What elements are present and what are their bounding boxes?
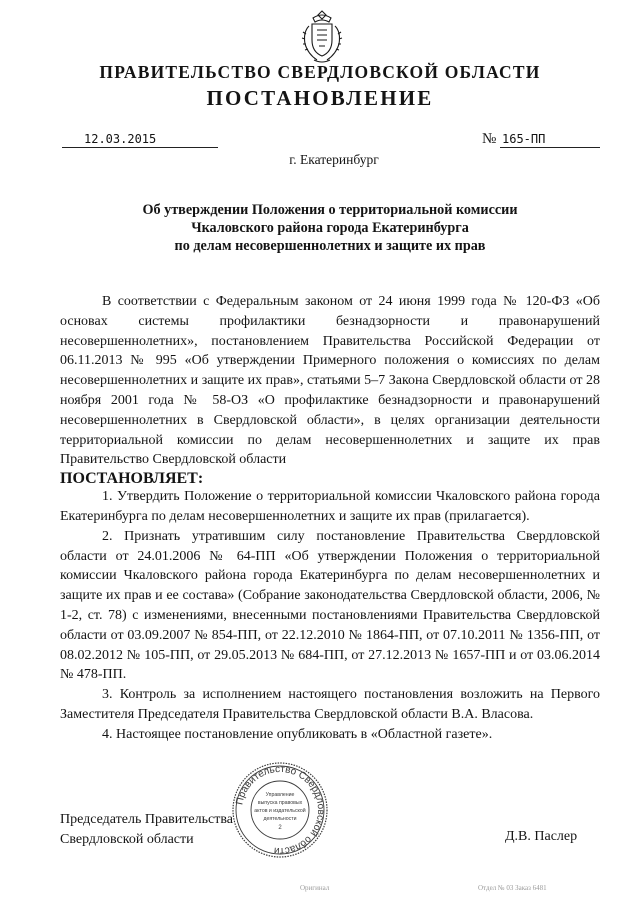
coat-of-arms-icon [295, 8, 349, 66]
signer-position-line-2: Свердловской области [60, 831, 194, 847]
preamble-paragraph: В соответствии с Федеральным законом от 24 июня 1999 года № 120-ФЗ «Об основах системы профилактики безнадзорности и правонарушений несовершеннолетних», постановлением Правительства Российской Федерации от 06.11.2013 № 995 «Об утверждении Примерного положения о комиссиях по делам несовершеннолетних и защите их прав», статьями 5–7 Закона Свердловской области от 28 ноября 2001 года № 58-ОЗ «О профилактике безнадзорности и правонарушений несовершеннолетних в Свердловской области», в целях организации деятельности территориальной комиссии по делам несовершеннолетних и защите их прав Правительство Свердловской области [60, 294, 600, 468]
stamp-line-1: Управление [265, 792, 295, 798]
signer-name: Д.В. Паслер [505, 829, 578, 844]
stamp-line-2: выпуска правовых [257, 800, 303, 806]
number-field [500, 133, 600, 148]
heading-line-1: Об утверждении Положения о территориальной комиссии [142, 202, 518, 218]
item-4-paragraph: 4. Настоящее постановление опубликовать в «Областной газете». [102, 726, 493, 742]
organization-title: ПРАВИТЕЛЬСТВО СВЕРДЛОВСКОЙ ОБЛАСТИ [99, 62, 541, 82]
number-value: 165-ПП [502, 132, 546, 146]
heading-line-3: по делам несовершеннолетних и защите их прав [174, 237, 486, 254]
signer-position-line-1: Председатель Правительства [60, 812, 233, 827]
stamp-number: 2 [278, 825, 282, 831]
stamp-outer-text: Правительство Свердловской области [234, 763, 327, 857]
heading-line-2: Чкаловского района города Екатеринбурга [191, 219, 469, 236]
stamp-line-3: актов и издательской [254, 808, 306, 814]
date-field [62, 133, 218, 148]
stamp-line-4: деятельности [263, 816, 297, 822]
footer-left: Оригинал [300, 884, 330, 892]
date-value: 12.03.2015 [84, 132, 157, 146]
footer-right: Отдел № 03 Заказ 6481 [478, 884, 547, 892]
document-heading [60, 202, 600, 255]
signer-position [60, 810, 233, 849]
item-3-paragraph: 3. Контроль за исполнением настоящего постановления возложить на Первого Заместителя Председателя Правительства Свердловской области В.А. Власова. [60, 687, 600, 722]
document-body [60, 292, 600, 745]
city: г. Екатеринбург [289, 152, 379, 167]
official-stamp [230, 760, 330, 860]
decree-word: ПОСТАНОВЛЯЕТ: [60, 470, 204, 488]
number-label: № [482, 131, 497, 147]
item-1-paragraph: 1. Утвердить Положение о территориальной комиссии Чкаловского района города Екатеринбурга по делам несовершеннолетних и защите их прав (прилагается). [60, 489, 600, 524]
item-2-paragraph: 2. Признать утратившим силу постановление Правительства Свердловской области от 24.01.2006 № 64-ПП «Об утверждении Положения о территориальной комиссии Чкаловского района города Екатеринбурга по делам несовершеннолетних и защите их прав и ее состава» (Собрание законодательства Свердловской области, 2006, № 1-2, ст. 78) с изменениями, внесенными постановлениями Правительства Свердловской области от 03.09.2007 № 854-ПП, от 22.12.2010 № 1864-ПП, от 07.10.2011 № 1356-ПП, от 08.02.2012 № 105-ПП, от 29.05.2013 № 684-ПП, от 27.12.2013 № 1657-ПП и от 03.06.2014 № 478-ПП. [60, 528, 600, 683]
document-type: ПОСТАНОВЛЕНИЕ [206, 86, 434, 110]
